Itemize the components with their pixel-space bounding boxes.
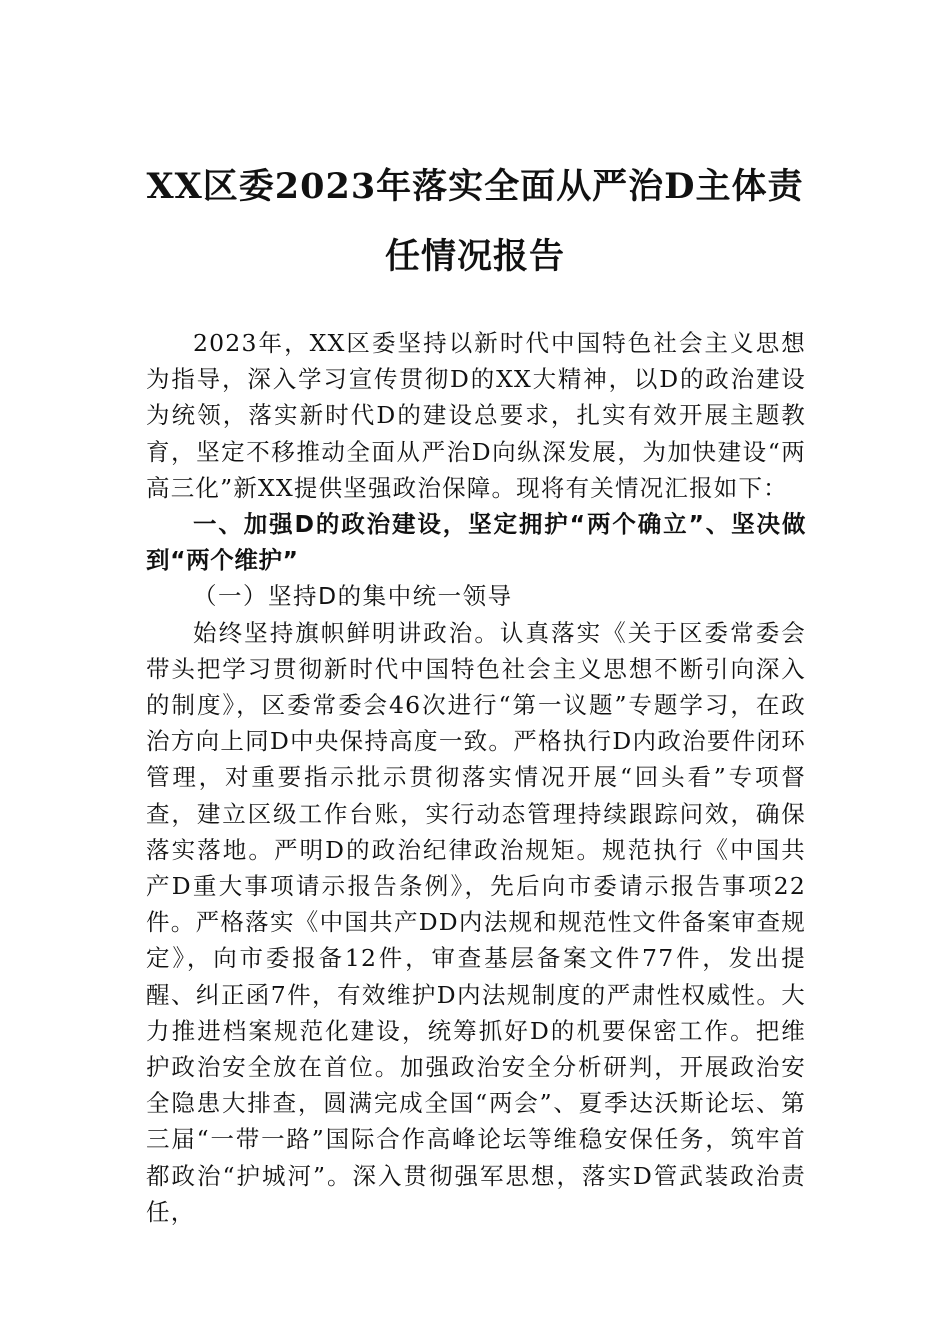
- document-title: XX区委2023年落实全面从严治D主体责任情况报告: [146, 166, 804, 277]
- intro-paragraph: 2023年，XX区委坚持以新时代中国特色社会主义思想为指导，深入学习宣传贯彻D的XX大精神，以D的政治建设为统领，落实新时代D的建设总要求，扎实有效开展主题教育，坚定不移推动全面从严治D向纵深发展，为加快建设“两高三化”新XX提供坚强政治保障。现将有关情况汇报如下：: [146, 329, 806, 502]
- body-paragraph: 始终坚持旗帜鲜明讲政治。认真落实《关于区委常委会带头把学习贯彻新时代中国特色社会主义思想不断引向深入的制度》，区委常委会46次进行“第一议题”专题学习，在政治方向上同D中央保持高度一致。严格执行D内政治要件闭环管理，对重要指示批示贯彻落实情况开展“回头看”专项督查，建立区级工作台账，实行动态管理持续跟踪问效，确保落实落地。严明D的政治纪律政治规矩。规范执行《中国共产D重大事项请示报告条例》，先后向市委请示报告事项22件。严格落实《中国共产DD内法规和规范性文件备案审查规定》，向市委报备12件，审查基层备案文件77件，发出提醒、纠正函7件，有效维护D内法规制度的严肃性权威性。大力推进档案规范化建设，统筹抓好D的机要保密工作。把维护政治安全放在首位。加强政治安全分析研判，开展政治安全隐患大排查，圆满完成全国“两会”、夏季达沃斯论坛、第三届“一带一路”国际合作高峰论坛等维稳安保任务，筑牢首都政治“护城河”。深入贯彻强军思想，落实D管武装政治责任，: [146, 618, 806, 1226]
- section-heading-1: 一、加强D的政治建设，坚定拥护“两个确立”、坚决做到“两个维护”: [146, 510, 806, 575]
- document-body: [146, 325, 806, 1230]
- subsection-heading-1: （一）坚持D的集中统一领导: [193, 582, 513, 611]
